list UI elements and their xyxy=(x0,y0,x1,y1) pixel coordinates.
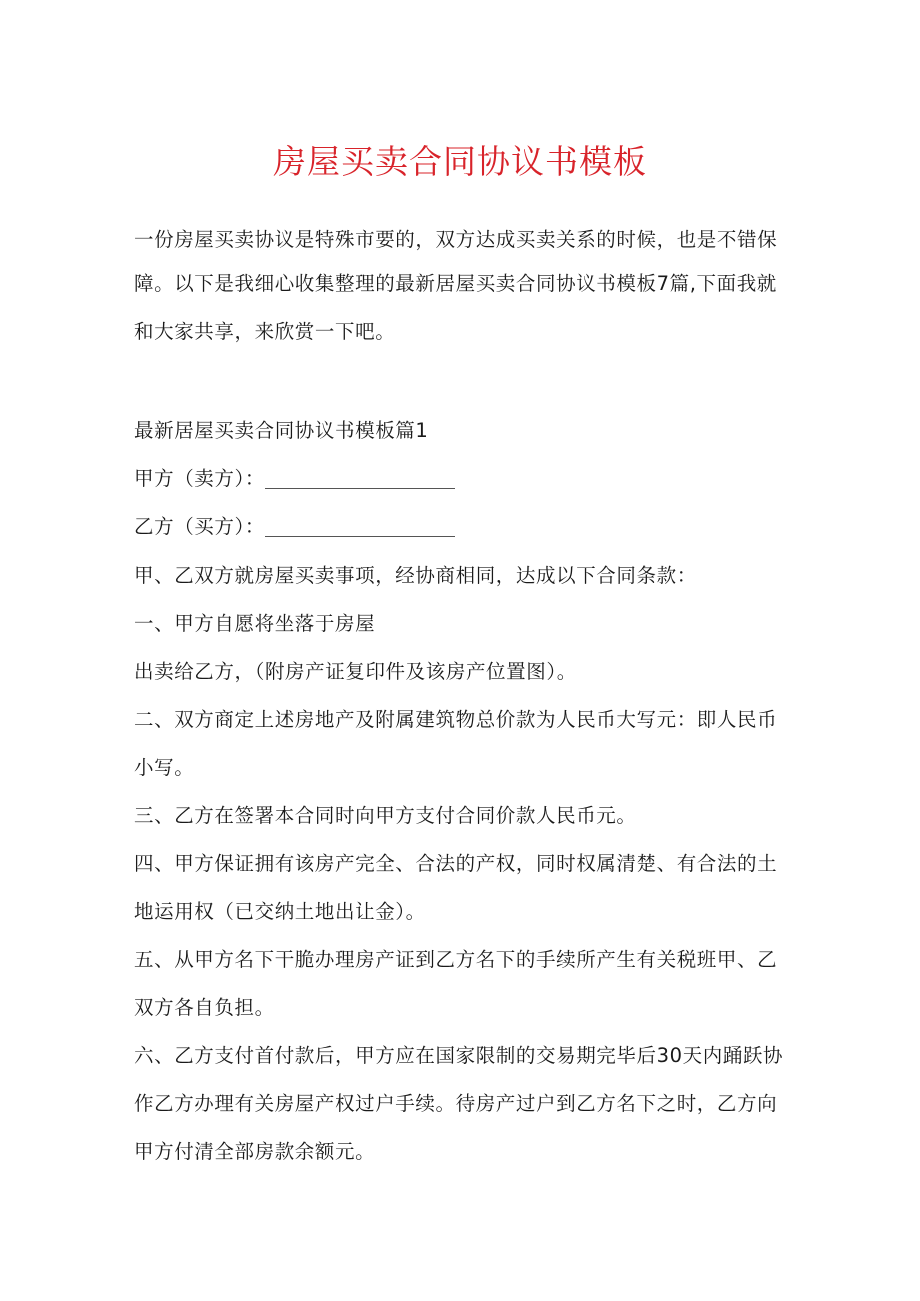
party-b-label: 乙方（买方）： xyxy=(134,515,265,538)
body-line-7: 四、甲方保证拥有该房产完全、合法的产权，同时权属清楚、有合法的土 xyxy=(134,852,778,875)
body-line-13: 甲方付清全部房款余额元。 xyxy=(134,1140,376,1163)
intro-line-3: 和大家共享，来欣赏一下吧。 xyxy=(134,320,396,343)
party-b-blank xyxy=(265,516,455,537)
intro-line-1: 一份房屋买卖协议是特殊市要的，双方达成买卖关系的时候，也是不错保 xyxy=(134,228,778,251)
party-b-line xyxy=(134,512,794,542)
body-line-2: 一、甲方自愿将坐落于房屋 xyxy=(134,612,376,635)
section-heading: 最新居屋买卖合同协议书模板篇1 xyxy=(134,419,429,442)
body-line-5: 小写。 xyxy=(134,756,195,779)
body-line-3: 出卖给乙方，（附房产证复印件及该房产位置图）。 xyxy=(134,660,577,683)
body-line-8: 地运用权（已交纳土地出让金）。 xyxy=(134,900,426,923)
body-line-9: 五、从甲方名下干脆办理房产证到乙方名下的手续所产生有关税班甲、乙 xyxy=(134,948,778,971)
body-line-6: 三、乙方在签署本合同时向甲方支付合同价款人民币元。 xyxy=(134,804,637,827)
body-line-11: 六、乙方支付首付款后，甲方应在国家限制的交易期完毕后30天内踊跃协 xyxy=(134,1044,784,1067)
body-line-10: 双方各自负担。 xyxy=(134,996,275,1019)
intro-line-2: 障。以下是我细心收集整理的最新居屋买卖合同协议书模板7篇,下面我就 xyxy=(134,272,777,295)
body-line-1: 甲、乙双方就房屋买卖事项，经协商相同，达成以下合同条款： xyxy=(134,564,697,587)
party-a-blank xyxy=(265,468,455,489)
document-title: 房屋买卖合同协议书模板 xyxy=(273,142,647,181)
party-a-line xyxy=(134,464,794,494)
body-line-4: 二、双方商定上述房地产及附属建筑物总价款为人民币大写元：即人民币 xyxy=(134,708,778,731)
party-a-label: 甲方（卖方）： xyxy=(134,467,265,490)
body-line-12: 作乙方办理有关房屋产权过户手续。待房产过户到乙方名下之时，乙方向 xyxy=(134,1092,778,1115)
